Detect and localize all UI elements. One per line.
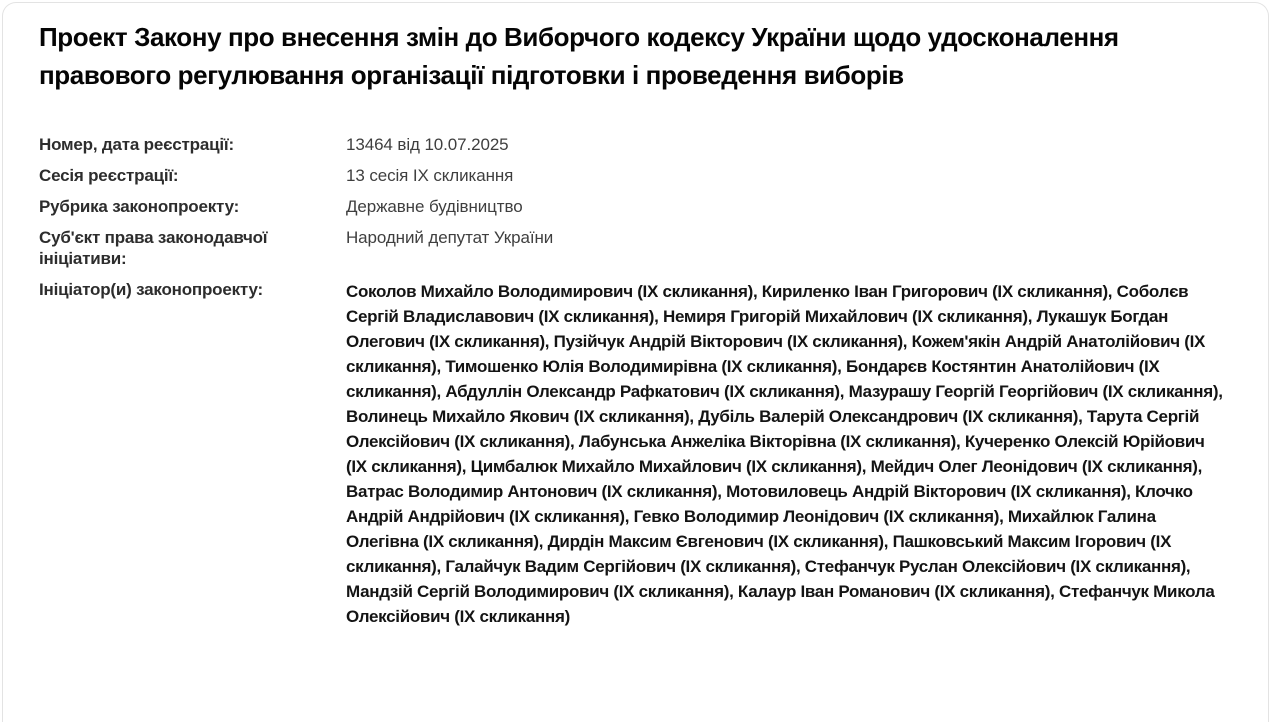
detail-label-initiators: Ініціатор(и) законопроекту: xyxy=(39,280,263,299)
detail-value-registration-number: 13464 від 10.07.2025 xyxy=(346,135,509,154)
detail-value-registration-session: 13 сесія IX скликання xyxy=(346,166,514,185)
detail-label-registration-number: Номер, дата реєстрації: xyxy=(39,135,234,154)
detail-value-rubric: Державне будівництво xyxy=(346,197,523,216)
detail-label-initiative-subject: Суб'єкт права законодавчої ініціативи: xyxy=(39,228,268,268)
bill-title: Проект Закону про внесення змін до Виборчого кодексу України щодо удосконалення правового регулювання організації підготовки і проведення виборів xyxy=(39,22,1119,90)
detail-label-registration-session: Сесія реєстрації: xyxy=(39,166,179,185)
detail-label-rubric: Рубрика законопроекту: xyxy=(39,197,240,216)
bill-details-table xyxy=(39,134,1224,629)
detail-value-initiators: Соколов Михайло Володимирович (IX скликання), Кириленко Іван Григорович (IX скликання), Соболєв Сергій Владиславович (IX скликання), Немиря Григорій Михайлович (IX скликання), Лукашук Богдан Олегович (IX скликання), Пузійчук Андрій Вікторович (IX скликання), Кожем'якін Андрій Анатолійович (IX скликання), Тимошенко Юлія Володимирівна (IX скликання), Бондарєв Костянтин Анатолійович (IX скликання), Абдуллін Олександр Рафкатович (IX скликання), Мазурашу Георгій Георгійович (IX скликання), Волинець Михайло Якович (IX скликання), Дубіль Валерій Олександрович (IX скликання), Тарута Сергій Олексійович (IX скликання), Лабунська Анжеліка Вікторівна (IX скликання), Кучеренко Олексій Юрійович (IX скликання), Цимбалюк Михайло Михайлович (IX скликання), Мейдич Олег Леонідович (IX скликання), Ватрас Володимир Антонович (IX скликання), Мотовиловець Андрій Вікторович (IX скликання), Клочко Андрій Андрійович (IX скликання), Гевко Володимир Леонідович (IX скликання), Михайлюк Галина Олегівна (IX скликання), Дирдін Максим Євгенович (IX скликання), Пашковський Максим Ігорович (IX скликання), Галайчук Вадим Сергійович (IX скликання), Стефанчук Руслан Олексійович (IX скликання), Мандзій Сергій Володимирович (IX скликання), Калаур Іван Романович (IX скликання), Стефанчук Микола Олексійович (IX скликання) xyxy=(346,282,1223,626)
detail-value-initiative-subject: Народний депутат України xyxy=(346,228,554,247)
bill-card xyxy=(2,2,1269,722)
